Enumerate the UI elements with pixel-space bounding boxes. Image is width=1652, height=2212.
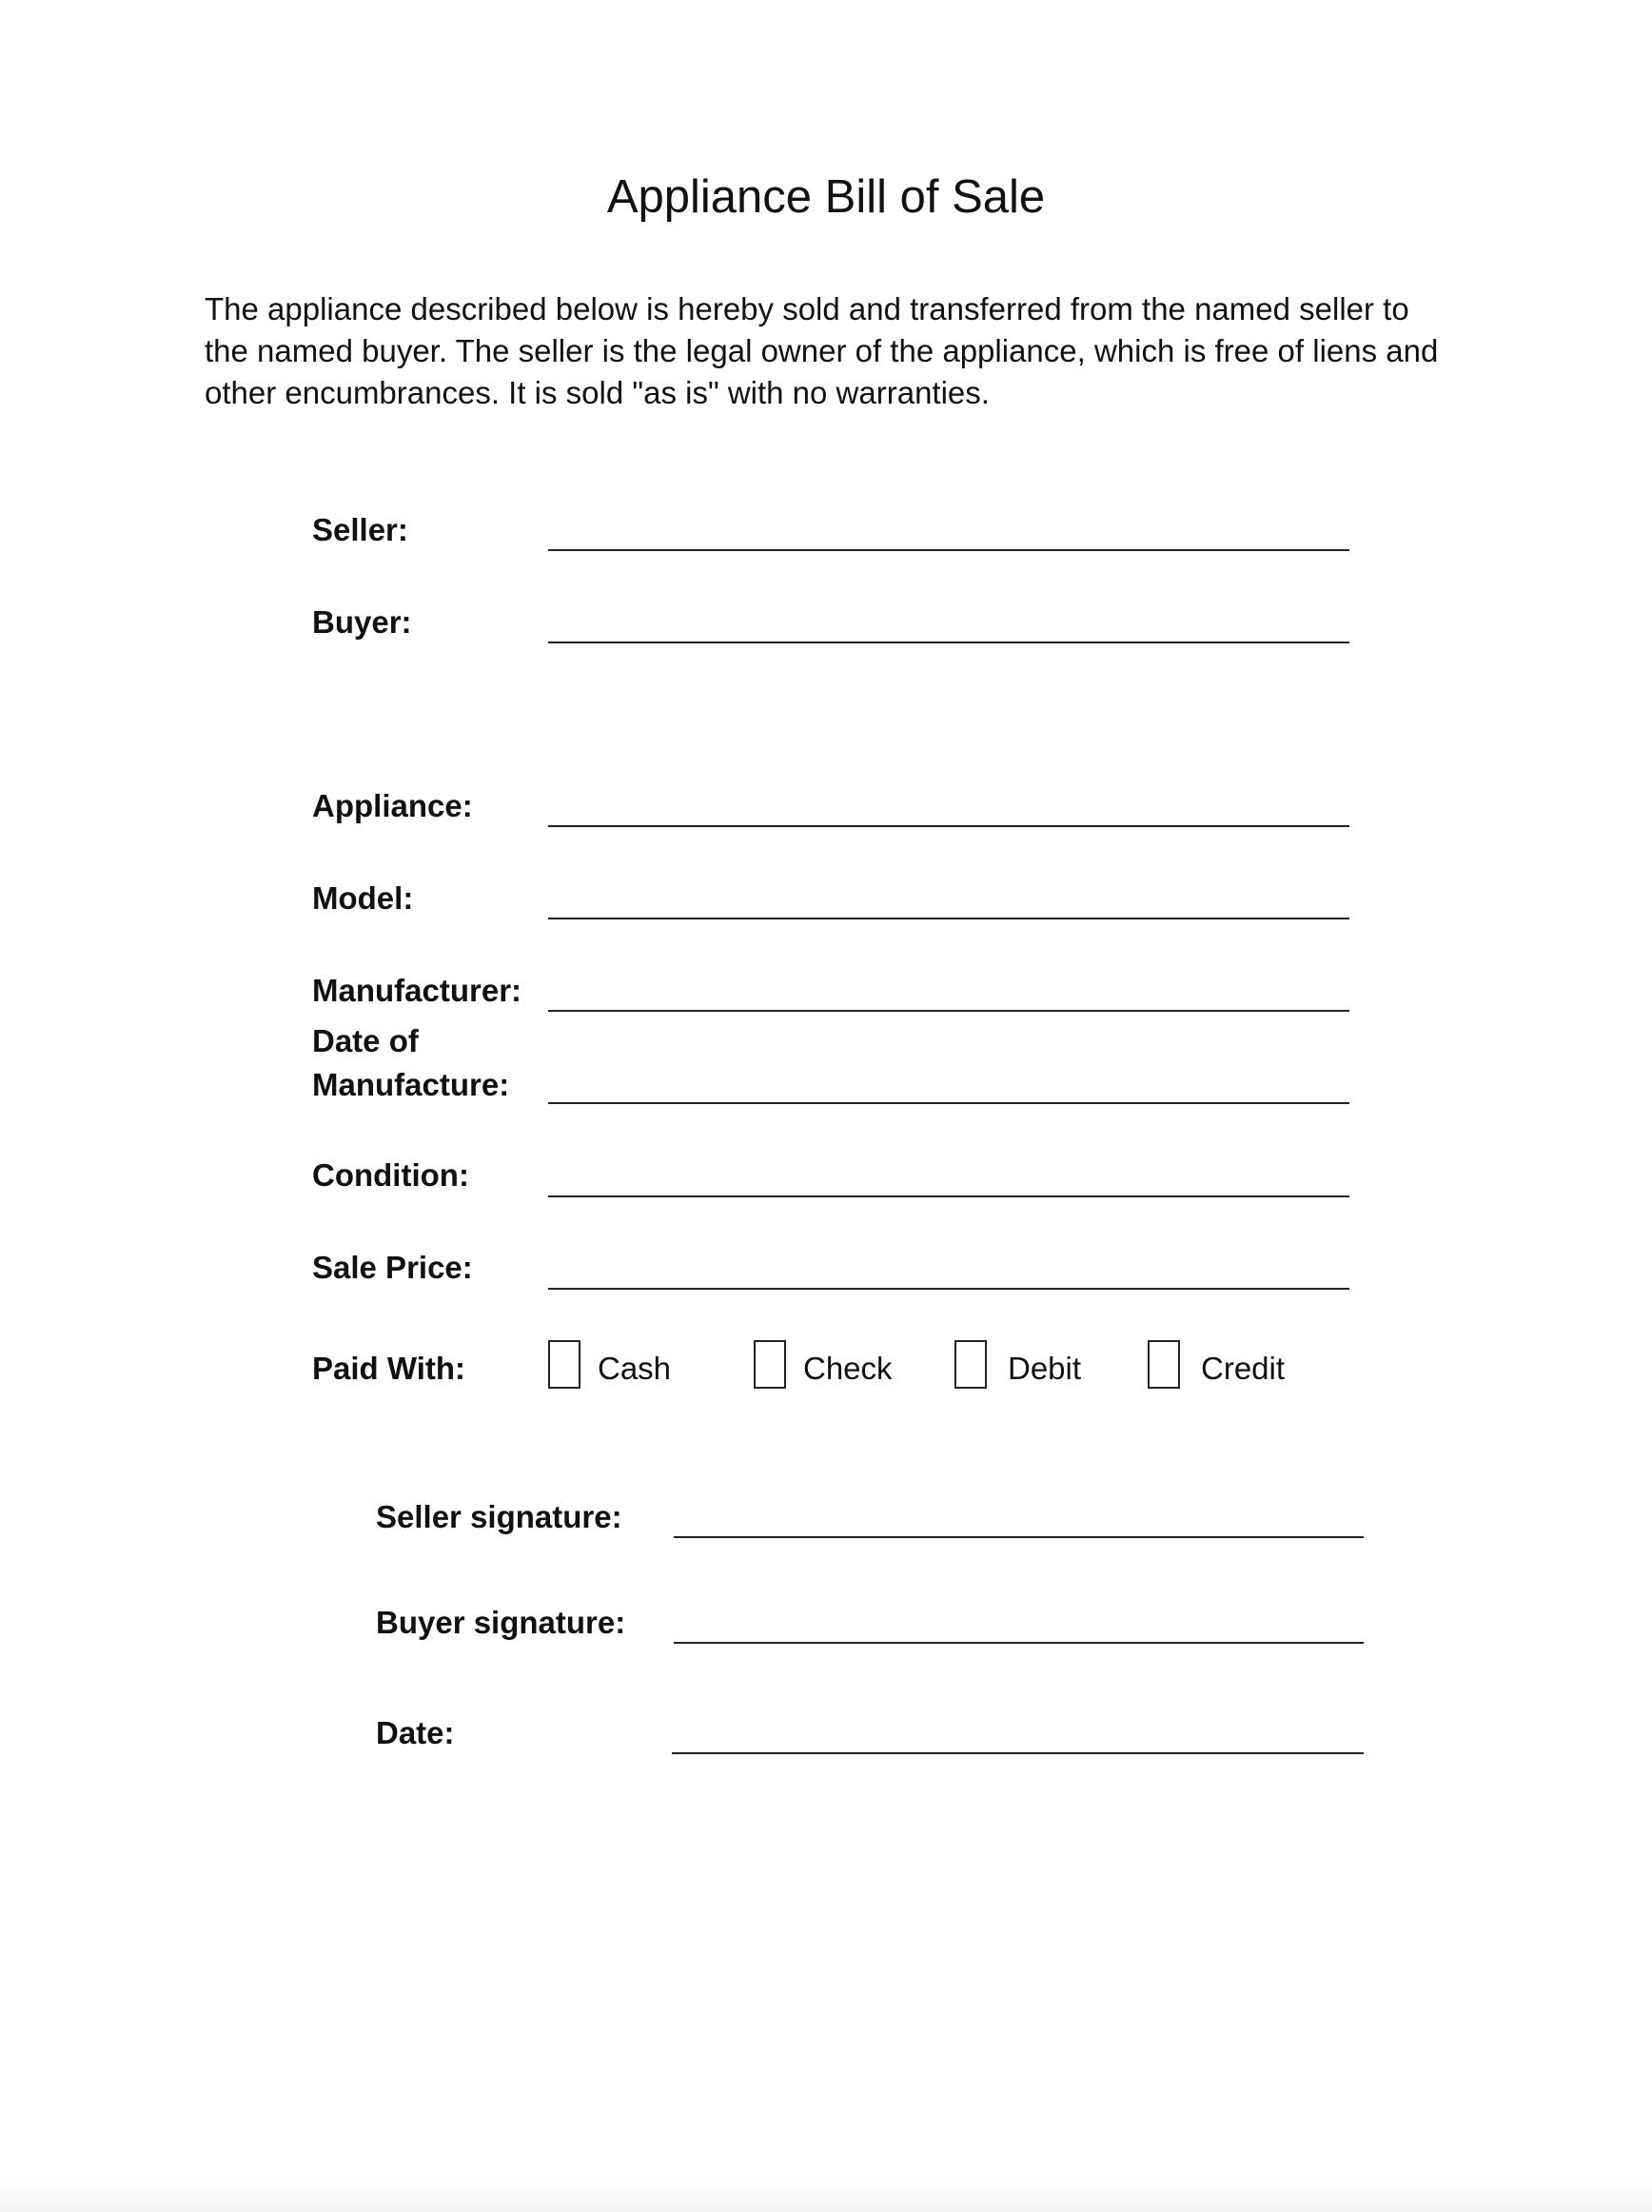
buyer-label: Buyer: xyxy=(312,604,412,640)
page-bottom-edge xyxy=(0,2180,1652,2212)
appliance-label: Appliance: xyxy=(312,788,473,823)
paid-with-label: Paid With: xyxy=(312,1351,466,1386)
manufacturer-field[interactable] xyxy=(548,1010,1349,1012)
condition-field[interactable] xyxy=(548,1195,1349,1197)
check-checkbox[interactable] xyxy=(754,1340,786,1389)
sale-price-label: Sale Price: xyxy=(312,1250,473,1285)
manufacturer-label: Manufacturer: xyxy=(312,973,522,1008)
model-field[interactable] xyxy=(548,918,1349,919)
condition-label: Condition: xyxy=(312,1157,469,1193)
debit-option-label: Debit xyxy=(1008,1351,1082,1386)
seller-field[interactable] xyxy=(548,549,1349,551)
debit-checkbox[interactable] xyxy=(954,1340,987,1389)
seller-signature-label: Seller signature: xyxy=(376,1499,622,1534)
page-title: Appliance Bill of Sale xyxy=(606,171,1046,223)
seller-signature-field[interactable] xyxy=(674,1536,1364,1538)
intro-paragraph: The appliance described below is hereby sold and transferred from the named seller to the named buyer. The seller is the legal owner of the appliance, which is free of liens and other encumbrances. It is sold "as is" with no warranties. xyxy=(205,291,1439,410)
sale-price-field[interactable] xyxy=(548,1288,1349,1290)
date-field[interactable] xyxy=(672,1752,1364,1754)
credit-option-label: Credit xyxy=(1201,1351,1286,1386)
cash-checkbox[interactable] xyxy=(548,1340,580,1389)
model-label: Model: xyxy=(312,880,414,916)
buyer-field[interactable] xyxy=(548,642,1349,643)
cash-option-label: Cash xyxy=(598,1351,672,1386)
check-option-label: Check xyxy=(803,1351,893,1386)
date-label: Date: xyxy=(376,1715,455,1750)
date-of-manufacture-field[interactable] xyxy=(548,1102,1349,1104)
seller-label: Seller: xyxy=(312,512,408,547)
buyer-signature-label: Buyer signature: xyxy=(376,1605,626,1640)
buyer-signature-field[interactable] xyxy=(674,1642,1364,1644)
date-of-manufacture-label: Date of Manufacture: xyxy=(312,1023,510,1102)
credit-checkbox[interactable] xyxy=(1148,1340,1180,1389)
appliance-field[interactable] xyxy=(548,825,1349,827)
